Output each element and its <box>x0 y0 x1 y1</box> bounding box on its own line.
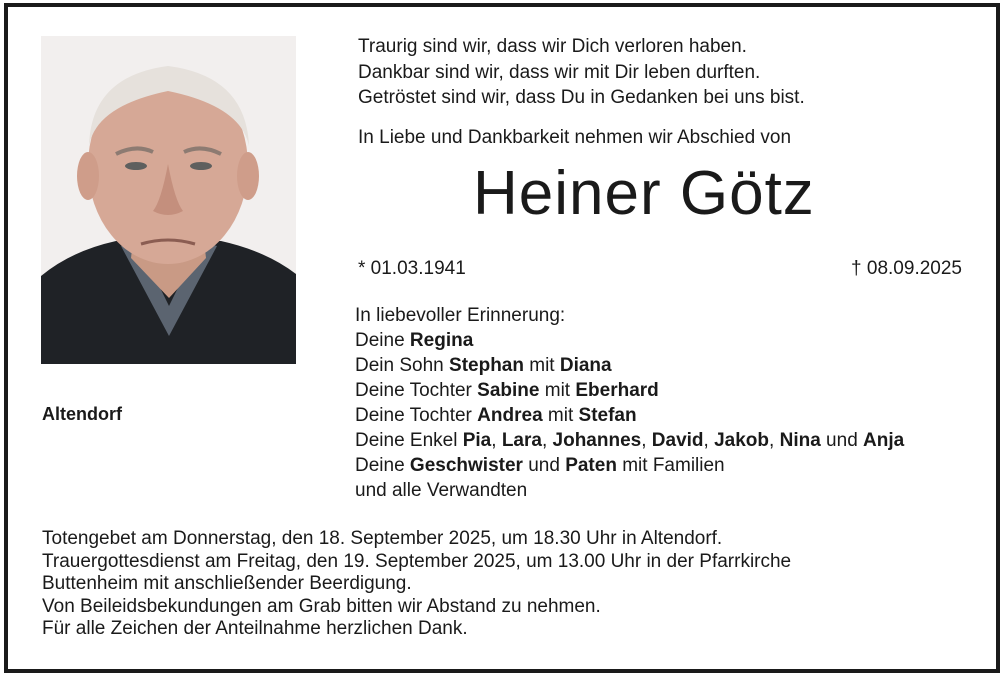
note-line: Von Beileidsbekundungen am Grab bitten wir Abstand zu nehmen. <box>42 595 601 617</box>
mourner-relation: Deine <box>355 330 410 351</box>
mourner-line <box>355 378 904 403</box>
mourner-relation: , <box>541 430 553 451</box>
service-notes <box>42 528 791 641</box>
verse-line: Getröstet sind wir, dass Du in Gedanken bei uns bist. <box>358 87 805 108</box>
mourner-name: Sabine <box>477 380 540 401</box>
mourner-name: Pia <box>462 430 492 451</box>
mourner-relation: Deine <box>355 455 410 476</box>
mourner-line <box>355 353 904 378</box>
mourners-lines <box>355 328 904 503</box>
mourner-relation: , <box>703 430 715 451</box>
mourner-name: Diana <box>559 355 612 376</box>
mourner-relation: und <box>820 430 864 451</box>
mourner-name: Stephan <box>449 355 524 376</box>
portrait-photo-image <box>41 36 296 364</box>
mourner-line <box>355 478 904 503</box>
mourner-line <box>355 328 904 353</box>
mourners-heading: In liebevoller Erinnerung: <box>355 305 566 326</box>
mourner-relation: Deine Tochter <box>355 380 478 401</box>
mourner-name: Johannes <box>552 430 642 451</box>
mourner-relation: mit <box>542 405 579 426</box>
mourner-line <box>355 453 904 478</box>
mourner-name: Geschwister <box>409 455 523 476</box>
mourners-list <box>355 303 904 503</box>
death-date: † 08.09.2025 <box>851 258 962 279</box>
mourner-relation: Deine Enkel <box>355 430 463 451</box>
mourner-name: Regina <box>409 330 474 351</box>
mourner-relation: mit <box>523 355 560 376</box>
mourner-relation: mit Familien <box>616 455 725 476</box>
mourner-relation: , <box>641 430 652 451</box>
mourner-relation: , <box>769 430 780 451</box>
mourner-name: Lara <box>501 430 542 451</box>
mourner-name: Paten <box>565 455 617 476</box>
mourner-name: Eberhard <box>575 380 659 401</box>
mourner-line <box>355 428 904 453</box>
mourner-name: Anja <box>863 430 905 451</box>
mourner-relation: und alle Verwandten <box>355 480 528 501</box>
mourner-name: David <box>651 430 704 451</box>
mourner-name: Andrea <box>477 405 543 426</box>
mourner-name: Jakob <box>714 430 770 451</box>
mourner-relation: Dein Sohn <box>355 355 450 376</box>
mourner-relation: und <box>522 455 566 476</box>
verse-line: Dankbar sind wir, dass wir mit Dir leben durften. <box>358 61 761 83</box>
farewell-intro: In Liebe und Dankbarkeit nehmen wir Abschied von <box>358 127 792 148</box>
birth-date: * 01.03.1941 <box>358 258 466 279</box>
portrait-photo <box>41 36 296 364</box>
mourner-relation: Deine Tochter <box>355 405 478 426</box>
verse-line: Traurig sind wir, dass wir Dich verloren haben. <box>358 36 747 57</box>
place-name: Altendorf <box>42 404 122 424</box>
mourner-relation: , <box>491 430 502 451</box>
note-line: Buttenheim mit anschließender Beerdigung. <box>42 573 412 594</box>
memorial-verse <box>358 34 805 111</box>
note-line: Für alle Zeichen der Anteilnahme herzlichen Dank. <box>42 618 468 639</box>
deceased-name: Heiner Götz <box>473 159 815 228</box>
mourner-relation: mit <box>539 380 576 401</box>
note-line: Trauergottesdienst am Freitag, den 19. September 2025, um 13.00 Uhr in der Pfarrkirche <box>42 550 792 572</box>
mourner-line <box>355 403 904 428</box>
mourner-name: Stefan <box>578 405 637 426</box>
note-line: Totengebet am Donnerstag, den 18. September 2025, um 18.30 Uhr in Altendorf. <box>42 528 723 549</box>
mourner-name: Nina <box>779 430 821 451</box>
